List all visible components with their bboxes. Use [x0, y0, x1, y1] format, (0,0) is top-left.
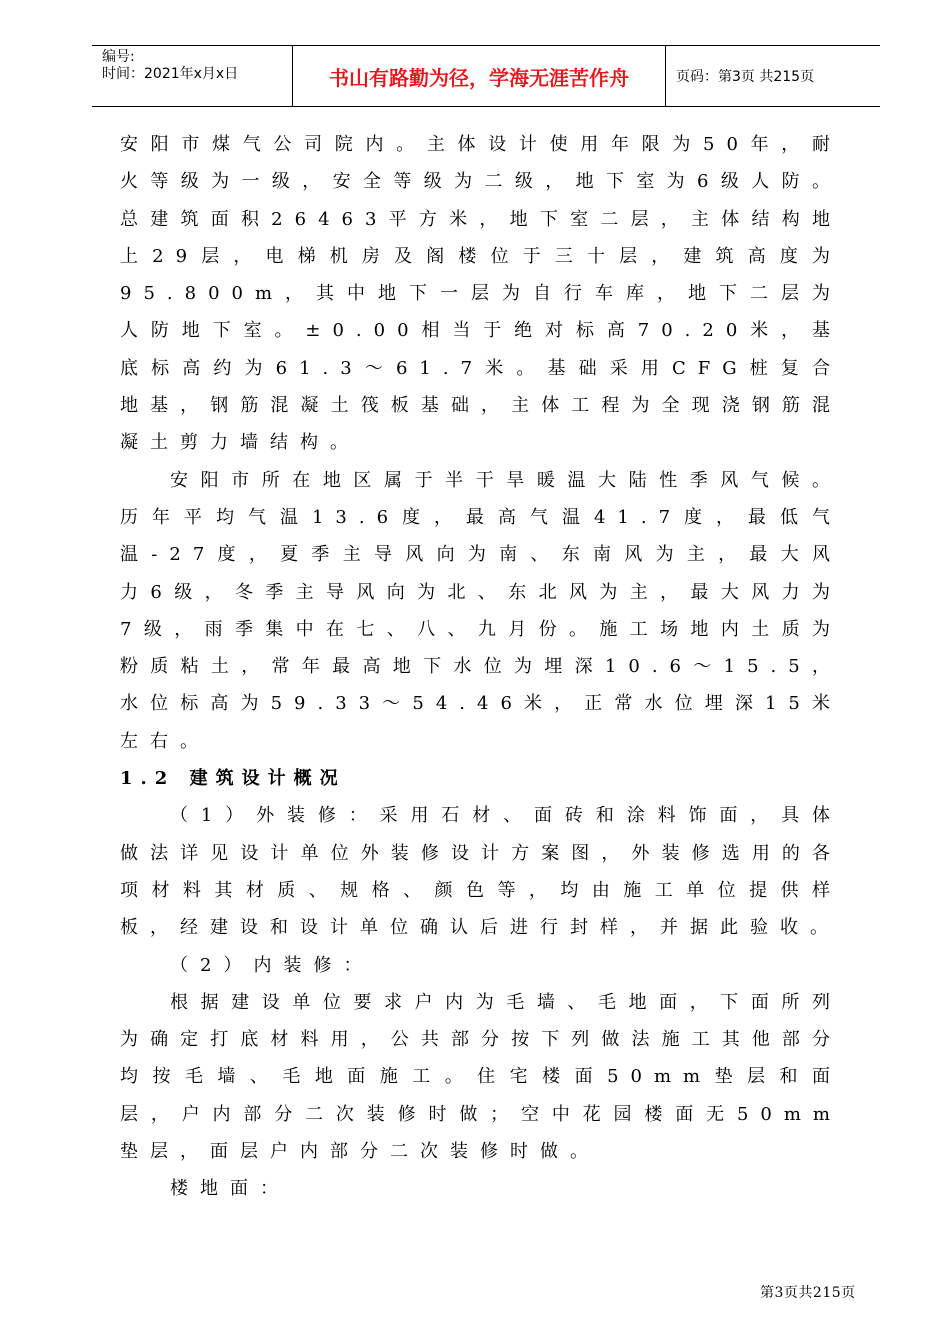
body-paragraph: 安阳市所在地区属于半干旱暖温大陆性季风气候。历年平均气温13.6度，最高气温41.7度，最低气温-27度，夏季主导风向为南、东南风为主，最大风力6级，冬季主导风向为北、东北风为主，最大风力为7级，雨季集中在七、八、九月份。施工场地内土质为粉质粘土，常年最高地下水位为埋深10.6～15.5，水位标高为59.33～54.46米，正常水位埋深15米左右。 — [120, 469, 842, 752]
body-paragraph: 安阳市煤气公司院内。主体设计使用年限为50年，耐火等级为一级，安全等级为二级，地下室为6级人防。总建筑面积26463平方米，地下室二层，主体结构地上29层，电梯机房及阁楼位于三十层，建筑高度为95.800m，其中地下一层为自行车库，地下二层为人防地下室。±0.00相当于绝对标高70.20米，基底标高约为61.3～61.7米。基础采用CFG桩复合地基，钢筋混凝土筏板基础，主体工程为全现浇钢筋混凝土剪力墙结构。 — [120, 134, 842, 454]
document-number-label: 编号: — [102, 49, 135, 65]
document-time-label: 时间：2021年x月x日 — [102, 66, 239, 82]
document-body — [120, 126, 842, 1208]
body-paragraph: （1）外装修：采用石材、面砖和涂料饰面，具体做法详见设计单位外装修设计方案图，外装修选用的各项材料其材质、规格、颜色等，均由施工单位提供样板，经建设和设计单位确认后进行封样，并据此验收。 — [120, 805, 842, 939]
header-meta — [92, 46, 292, 106]
page-header — [92, 45, 880, 107]
header-page-info: 页码：第3页 共215页 — [676, 69, 815, 85]
body-paragraph: 根据建设单位要求户内为毛墙、毛地面，下面所列为确定打底材料用，公共部分按下列做法施工其他部分均按毛墙、毛地面施工。住宅楼面50mm垫层和面层，户内部分二次装修时做；空中花园楼面无50mm垫层，面层户内部分二次装修时做。 — [120, 991, 842, 1163]
body-paragraph: 楼地面： — [170, 1178, 290, 1200]
header-motto: 书山有路勤为径，学海无涯苦作舟 — [329, 65, 629, 90]
page-footer: 第3页共215页 — [760, 1285, 856, 1301]
section-heading: 1.2 建筑设计概况 — [120, 768, 346, 790]
body-paragraph: （2）内装修： — [170, 954, 374, 976]
